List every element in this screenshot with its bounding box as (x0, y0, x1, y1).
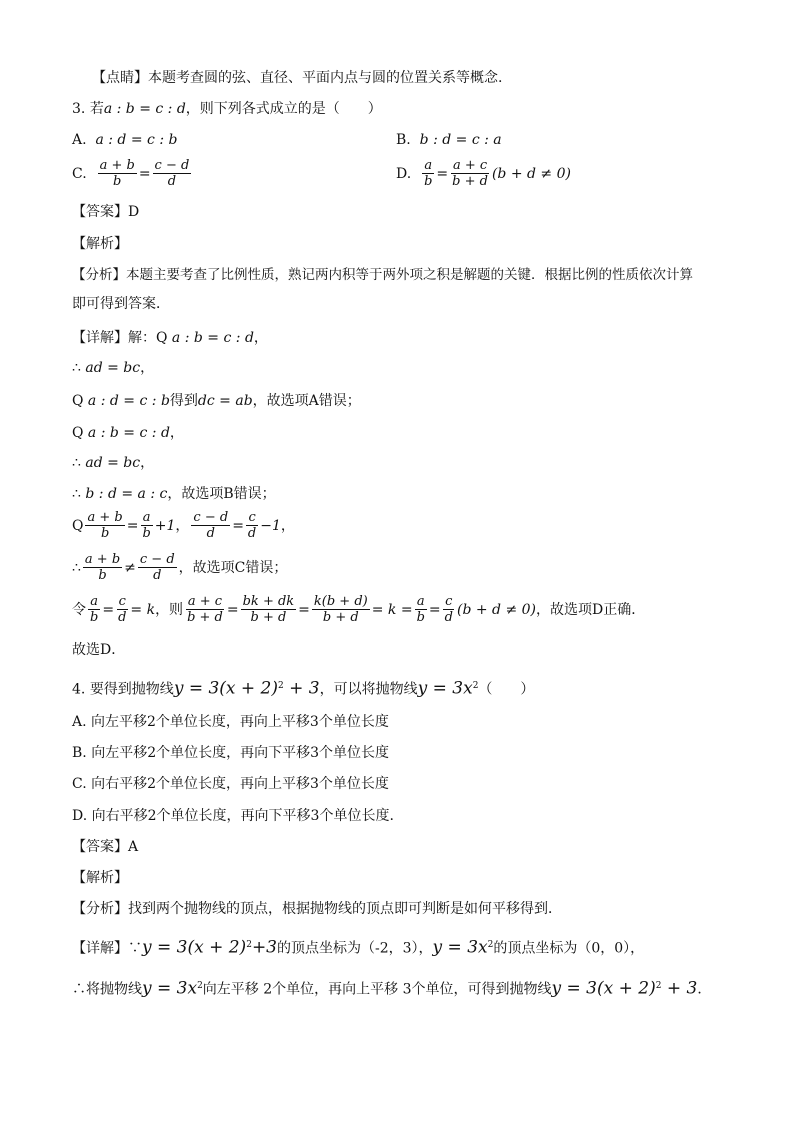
q3-option-b: B. b : d = c : a (396, 132, 502, 148)
q4-analysis: 【分析】找到两个抛物线的顶点，根据抛物线的顶点即可判断是如何平移得到． (72, 901, 562, 917)
q4-detail: 【详解】∵y = $3(x + 2)^2+3$的顶点坐标为（-2，3），$y = 3x^2$的顶点坐标为（0，0）， (72, 937, 645, 958)
fraction: $\frac{a + c}{b + d}$ (452, 158, 488, 189)
q4-option-c: C. 向右平移2个单位长度，再向上平移3个单位长度 (72, 776, 389, 792)
q4-final: ∴将抛物线$y = 3x^2$向左平移 2个单位，再向上平移 3个单位，可得到抛物线$y = 3(x + 2)^2 + 3$． (72, 978, 712, 999)
q4-answer: 【答案】A (72, 839, 139, 855)
fraction: $\frac{c - d}{d}$ (139, 552, 175, 583)
fraction: $\frac{a + c}{b + d}$ (187, 594, 223, 625)
fraction: $\frac{c - d}{d}$ (154, 158, 190, 189)
q4-option-d: D. 向右平移2个单位长度，再向下平移3个单位长度. (72, 808, 394, 824)
fraction: $\frac{a}{b}$ (424, 158, 433, 189)
q3-answer: 【答案】D (72, 204, 140, 220)
fraction: $\frac{k(b + d)}{b + d}$ (313, 594, 368, 625)
q3-analysis-title: 【解析】 (72, 236, 128, 252)
q3-conclusion: 故选D． (72, 642, 126, 658)
q3-detail-1: 【详解】解：Q a : b = c : d， (72, 330, 268, 346)
q3-detail-7: Q $\frac{a + b}{b}$ = $\frac{a}{b}$ +1 ， $\frac{c - d}{d}$ = $\frac{c}{d}$ −1 ， (72, 510, 295, 541)
fraction: $\frac{c}{d}$ (247, 510, 257, 541)
q4-option-a: A. 向左平移2个单位长度，再向上平移3个单位长度 (72, 714, 389, 730)
fraction: $\frac{a + b}{b}$ (99, 158, 135, 189)
q3-option-a: A. a : d = c : b (72, 132, 178, 148)
q3-detail-9: 令 $\frac{a}{b}$ = $\frac{c}{d}$ = k ，则 $\frac{a + c}{b + d}$ = $\frac{bk + dk}{b + d}$ = $\frac{k(b + d)}{b + d}$ = k = $\frac{a}{b}$ = $\frac{c}{d}$ (b + d ≠ 0) ，故选项D正确． (72, 594, 646, 625)
q3-detail-6: ∴ b : d = a : c，故选项B错误； (72, 486, 276, 502)
q3-option-d: D. $\frac{a}{b}$ = $\frac{a + c}{b + d}$ (b + d ≠ 0) (396, 158, 571, 189)
q3-analysis-1: 【分析】本题主要考查了比例性质，熟记两内积等于两外项之积是解题的关键．根据比例的性质依次计算 (72, 267, 693, 283)
fraction: $\frac{c - d}{d}$ (193, 510, 229, 541)
fraction: $\frac{a + b}{b}$ (87, 510, 123, 541)
q3-option-c: C. $\frac{a + b}{b}$ = $\frac{c - d}{d}$ (72, 158, 190, 189)
fraction: $\frac{a}{b}$ (142, 510, 151, 541)
fraction: $\frac{c}{d}$ (444, 594, 453, 625)
fraction: $\frac{a}{b}$ (90, 594, 99, 625)
q4-option-b: B. 向左平移2个单位长度，再向下平移3个单位长度 (72, 745, 390, 761)
fraction: $\frac{c}{d}$ (118, 594, 127, 625)
q2-tip: 【点睛】本题考查圆的弦、直径、平面内点与圆的位置关系等概念. (92, 70, 503, 86)
fraction: $\frac{a}{b}$ (416, 594, 425, 625)
q4-analysis-title: 【解析】 (72, 870, 128, 886)
q3-stem: 3. 若a : b = c : d，则下列各式成立的是（ ） (72, 101, 382, 117)
fraction: $\frac{bk + dk}{b + d}$ (242, 594, 295, 625)
q3-detail-5: ∴ ad = bc， (72, 455, 155, 471)
fraction: $\frac{a + b}{b}$ (84, 552, 121, 583)
q4-stem: 4. 要得到抛物线$y = 3(x + 2)^2 + 3$，可以将抛物线$y = 3x^2$（ ） (72, 678, 535, 699)
q3-detail-8: ∴ $\frac{a + b}{b}$ ≠ $\frac{c - d}{d}$ ，故选项C错误； (72, 552, 288, 583)
q3-detail-4: Q a : b = c : d， (72, 425, 184, 441)
q3-detail-3: Q a : d = c : b得到dc = ab，故选项A错误； (72, 393, 361, 409)
q3-analysis-2: 即可得到答案． (72, 296, 170, 312)
q3-detail-2: ∴ ad = bc， (72, 360, 155, 376)
